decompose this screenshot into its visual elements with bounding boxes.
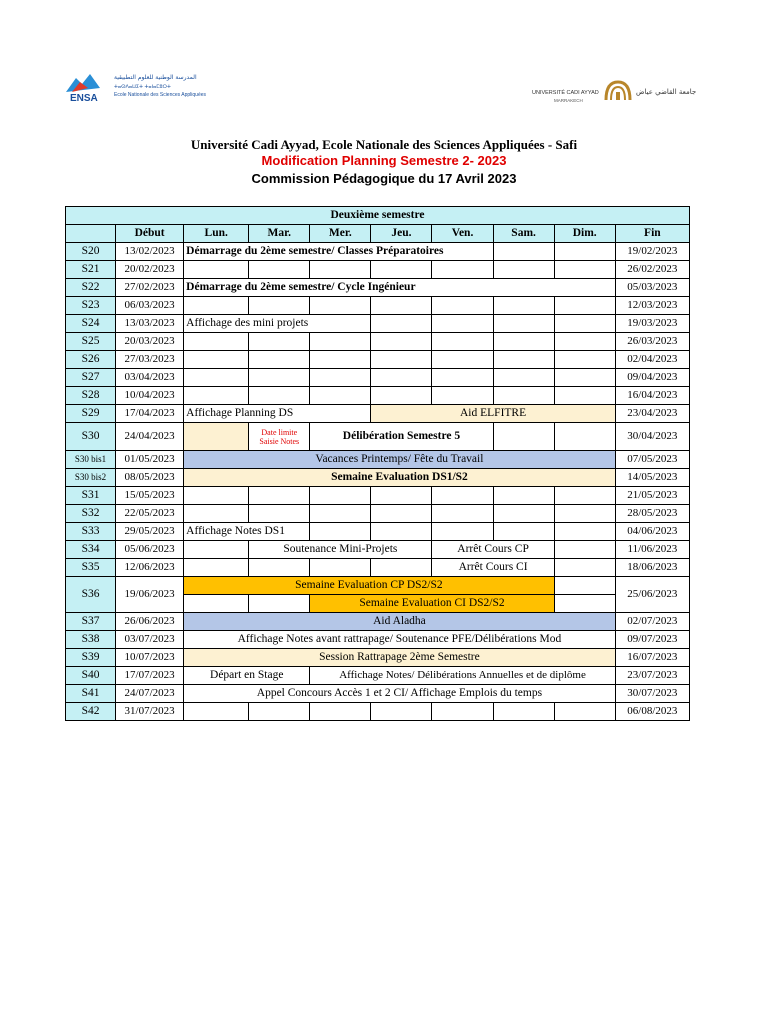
start-date: 13/03/2023 (116, 315, 184, 333)
table-row (66, 613, 690, 631)
table-row (66, 505, 690, 523)
empty-cell (432, 297, 493, 315)
start-date: 20/03/2023 (116, 333, 184, 351)
empty-cell (554, 387, 615, 405)
header-thu: Jeu. (371, 225, 432, 243)
table-title: Deuxième semestre (66, 207, 690, 225)
end-date: 23/07/2023 (615, 667, 689, 685)
end-date: 25/06/2023 (615, 577, 689, 613)
exam-ci-cell: Semaine Evaluation CI DS2/S2 (310, 595, 554, 613)
svg-text:ⵜⴰⵙⴷⴰⵡⵉⵜ ⵜⴰⵏⴰⵎⵓⵔⵜ: ⵜⴰⵙⴷⴰⵡⵉⵜ ⵜⴰⵏⴰⵎⵓⵔⵜ (114, 84, 171, 90)
empty-cell (554, 315, 615, 333)
header-title: Modification Planning Semestre 2- 2023 (261, 153, 507, 168)
empty-cell (554, 523, 615, 541)
end-date: 05/03/2023 (615, 279, 689, 297)
empty-cell (493, 703, 554, 721)
empty-cell (493, 523, 554, 541)
empty-cell (310, 261, 371, 279)
empty-cell (310, 333, 371, 351)
table-row (66, 279, 690, 297)
uca-logo (532, 76, 712, 108)
end-date: 12/03/2023 (615, 297, 689, 315)
empty-cell (249, 369, 310, 387)
empty-cell (249, 703, 310, 721)
table-row (66, 351, 690, 369)
table-row (66, 369, 690, 387)
empty-cell (184, 703, 249, 721)
table-row (66, 261, 690, 279)
event-cell: Affichage des mini projets (184, 315, 371, 333)
empty-cell (432, 369, 493, 387)
week-label: S30 (66, 423, 116, 451)
event-cell: Affichage Notes DS1 (184, 523, 310, 541)
empty-cell (371, 261, 432, 279)
table-row (66, 451, 690, 469)
end-date: 14/05/2023 (615, 469, 689, 487)
empty-cell (310, 559, 371, 577)
week-label: S30 bis2 (66, 469, 116, 487)
end-date: 26/02/2023 (615, 261, 689, 279)
end-date: 26/03/2023 (615, 333, 689, 351)
header-end: Fin (615, 225, 689, 243)
empty-cell (554, 351, 615, 369)
holiday-cell: Aid ELFITRE (371, 405, 615, 423)
week-label: S30 bis1 (66, 451, 116, 469)
empty-cell (310, 351, 371, 369)
empty-cell (184, 559, 249, 577)
start-date: 10/07/2023 (116, 649, 184, 667)
empty-cell (493, 333, 554, 351)
holiday-cell: Aid Aladha (184, 613, 616, 631)
week-label: S36 (66, 577, 116, 613)
event-cell: Démarrage du 2ème semestre/ Classes Préparatoires (184, 243, 493, 261)
table-row (66, 487, 690, 505)
table-row (66, 703, 690, 721)
empty-cell (249, 261, 310, 279)
event-cell: Arrêt Cours CI (432, 559, 554, 577)
empty-cell (249, 297, 310, 315)
end-date: 02/04/2023 (615, 351, 689, 369)
empty-cell (184, 351, 249, 369)
end-date: 21/05/2023 (615, 487, 689, 505)
empty-cell (310, 703, 371, 721)
table-row (66, 667, 690, 685)
empty-cell (554, 505, 615, 523)
empty-cell (554, 595, 615, 613)
table-row (66, 541, 690, 559)
table-title-row (66, 207, 690, 225)
week-label: S34 (66, 541, 116, 559)
table-row (66, 685, 690, 703)
empty-cell (493, 505, 554, 523)
empty-cell (249, 559, 310, 577)
empty-cell (310, 505, 371, 523)
empty-cell (184, 261, 249, 279)
empty-cell (493, 297, 554, 315)
empty-cell (432, 703, 493, 721)
start-date: 08/05/2023 (116, 469, 184, 487)
empty-cell (371, 369, 432, 387)
event-cell-2: Affichage Notes/ Délibérations Annuelles et de diplôme (310, 667, 615, 685)
empty-cell (184, 487, 249, 505)
svg-text:ENSA: ENSA (70, 93, 98, 104)
week-label: S21 (66, 261, 116, 279)
end-date: 30/04/2023 (615, 423, 689, 451)
exam-cell: Semaine Evaluation DS1/S2 (184, 469, 616, 487)
week-label: S24 (66, 315, 116, 333)
ensa-logo (62, 68, 232, 106)
empty-cell (432, 387, 493, 405)
week-label: S29 (66, 405, 116, 423)
header-mon: Lun. (184, 225, 249, 243)
week-label: S37 (66, 613, 116, 631)
event-cell: Démarrage du 2ème semestre/ Cycle Ingénieur (184, 279, 616, 297)
empty-cell (554, 577, 615, 595)
end-date: 09/04/2023 (615, 369, 689, 387)
event-cell: Affichage Planning DS (184, 405, 371, 423)
empty-cell (249, 387, 310, 405)
empty-cell (371, 523, 432, 541)
event-cell: Appel Concours Accès 1 et 2 CI/ Affichage Emplois du temps (184, 685, 616, 703)
header-sun: Dim. (554, 225, 615, 243)
empty-cell (184, 595, 249, 613)
empty-cell (371, 333, 432, 351)
start-date: 12/06/2023 (116, 559, 184, 577)
empty-cell (554, 369, 615, 387)
empty-cell (432, 505, 493, 523)
table-row (66, 243, 690, 261)
header-sat: Sam. (493, 225, 554, 243)
week-label: S31 (66, 487, 116, 505)
empty-cell (371, 315, 432, 333)
start-date: 31/07/2023 (116, 703, 184, 721)
empty-cell (310, 487, 371, 505)
empty-cell (249, 595, 310, 613)
empty-cell (184, 505, 249, 523)
end-date: 02/07/2023 (615, 613, 689, 631)
start-date: 29/05/2023 (116, 523, 184, 541)
empty-cell (432, 351, 493, 369)
empty-cell (371, 703, 432, 721)
table-row (66, 405, 690, 423)
empty-cell (184, 387, 249, 405)
week-label: S38 (66, 631, 116, 649)
end-date: 30/07/2023 (615, 685, 689, 703)
empty-cell (371, 297, 432, 315)
table-row (66, 333, 690, 351)
event-cell-2: Arrêt Cours CP (432, 541, 554, 559)
week-label: S23 (66, 297, 116, 315)
table-row (66, 577, 690, 595)
start-date: 27/02/2023 (116, 279, 184, 297)
week-label: S32 (66, 505, 116, 523)
deadline-note: Date limite Saisie Notes (249, 423, 310, 451)
week-label: S42 (66, 703, 116, 721)
svg-text:UNIVERSITÉ CADI AYYAD: UNIVERSITÉ CADI AYYAD (532, 90, 599, 96)
empty-cell (554, 423, 615, 451)
start-date: 22/05/2023 (116, 505, 184, 523)
header-wed: Mer. (310, 225, 371, 243)
exam-cp-cell: Semaine Evaluation CP DS2/S2 (184, 577, 554, 595)
week-label: S28 (66, 387, 116, 405)
svg-text:Ecole Nationale des Sciences A: Ecole Nationale des Sciences Appliquées (114, 92, 207, 98)
start-date: 06/03/2023 (116, 297, 184, 315)
table-row (66, 649, 690, 667)
end-date: 06/08/2023 (615, 703, 689, 721)
start-date: 13/02/2023 (116, 243, 184, 261)
empty-cell (371, 487, 432, 505)
empty-cell (184, 333, 249, 351)
table-row (66, 469, 690, 487)
start-date: 27/03/2023 (116, 351, 184, 369)
end-date: 19/02/2023 (615, 243, 689, 261)
table-row (66, 315, 690, 333)
empty-cell (493, 261, 554, 279)
table-row (66, 631, 690, 649)
header-commission: Commission Pédagogique du 17 Avril 2023 (251, 171, 517, 186)
event-cell: Délibération Semestre 5 (310, 423, 493, 451)
end-date: 07/05/2023 (615, 451, 689, 469)
empty-cell (184, 369, 249, 387)
empty-cell (554, 559, 615, 577)
start-date: 03/04/2023 (116, 369, 184, 387)
svg-text:MARRAKECH: MARRAKECH (554, 98, 583, 103)
start-date: 26/06/2023 (116, 613, 184, 631)
week-label: S35 (66, 559, 116, 577)
start-date: 03/07/2023 (116, 631, 184, 649)
header-university: Université Cadi Ayyad, Ecole Nationale des Sciences Appliquées - Safi (190, 137, 578, 152)
empty-cell (432, 261, 493, 279)
start-date: 10/04/2023 (116, 387, 184, 405)
empty-cell (554, 703, 615, 721)
empty-cell (554, 487, 615, 505)
empty-cell (249, 487, 310, 505)
empty-cell (310, 523, 371, 541)
empty-cell (310, 369, 371, 387)
empty-cell (432, 487, 493, 505)
week-label: S27 (66, 369, 116, 387)
empty-cell (554, 297, 615, 315)
empty-cell (432, 315, 493, 333)
svg-text:جامعة القاضي عياض: جامعة القاضي عياض (636, 88, 697, 96)
empty-cell (554, 261, 615, 279)
empty-cell (310, 387, 371, 405)
end-date: 11/06/2023 (615, 541, 689, 559)
table-row (66, 387, 690, 405)
empty-cell (493, 423, 554, 451)
empty-cell (554, 243, 615, 261)
empty-cell (432, 523, 493, 541)
empty-cell (249, 333, 310, 351)
empty-cell (493, 243, 554, 261)
start-date: 17/04/2023 (116, 405, 184, 423)
empty-cell (249, 351, 310, 369)
empty-cell (493, 487, 554, 505)
start-date: 20/02/2023 (116, 261, 184, 279)
svg-text:المدرسة الوطنية للعلوم التطبيق: المدرسة الوطنية للعلوم التطبيقية (114, 74, 197, 81)
empty-cell (371, 351, 432, 369)
empty-cell (371, 559, 432, 577)
header-start: Début (116, 225, 184, 243)
end-date: 09/07/2023 (615, 631, 689, 649)
empty-cell (371, 387, 432, 405)
week-label: S26 (66, 351, 116, 369)
start-date: 19/06/2023 (116, 577, 184, 613)
end-date: 28/05/2023 (615, 505, 689, 523)
empty-cell (432, 333, 493, 351)
end-date: 18/06/2023 (615, 559, 689, 577)
start-date: 17/07/2023 (116, 667, 184, 685)
event-cell: Affichage Notes avant rattrapage/ Soutenance PFE/Délibérations Mod (184, 631, 616, 649)
empty-cell (554, 541, 615, 559)
table-row (66, 297, 690, 315)
week-label: S40 (66, 667, 116, 685)
event-cell: Départ en Stage (184, 667, 310, 685)
empty-cell (310, 297, 371, 315)
empty-cell (371, 505, 432, 523)
end-date: 16/04/2023 (615, 387, 689, 405)
end-date: 19/03/2023 (615, 315, 689, 333)
table-row (66, 523, 690, 541)
table-row (66, 423, 690, 451)
holiday-cell: Vacances Printemps/ Fête du Travail (184, 451, 616, 469)
empty-cell (493, 315, 554, 333)
end-date: 16/07/2023 (615, 649, 689, 667)
end-date: 04/06/2023 (615, 523, 689, 541)
header-tue: Mar. (249, 225, 310, 243)
event-cell: Soutenance Mini-Projets (249, 541, 432, 559)
empty-cell (554, 333, 615, 351)
empty-cell (493, 351, 554, 369)
start-date: 24/07/2023 (116, 685, 184, 703)
empty-cell (184, 297, 249, 315)
week-label: S33 (66, 523, 116, 541)
start-date: 24/04/2023 (116, 423, 184, 451)
week-label: S25 (66, 333, 116, 351)
empty-cell (184, 423, 249, 451)
planning-table (65, 206, 690, 721)
week-label: S22 (66, 279, 116, 297)
table-row (66, 559, 690, 577)
start-date: 01/05/2023 (116, 451, 184, 469)
week-label: S41 (66, 685, 116, 703)
empty-cell (493, 387, 554, 405)
start-date: 15/05/2023 (116, 487, 184, 505)
week-label: S39 (66, 649, 116, 667)
start-date: 05/06/2023 (116, 541, 184, 559)
empty-cell (184, 541, 249, 559)
empty-cell (493, 369, 554, 387)
week-label: S20 (66, 243, 116, 261)
header-week (66, 225, 116, 243)
end-date: 23/04/2023 (615, 405, 689, 423)
table-header-row (66, 225, 690, 243)
exam-cell: Session Rattrapage 2ème Semestre (184, 649, 616, 667)
header-fri: Ven. (432, 225, 493, 243)
empty-cell (249, 505, 310, 523)
